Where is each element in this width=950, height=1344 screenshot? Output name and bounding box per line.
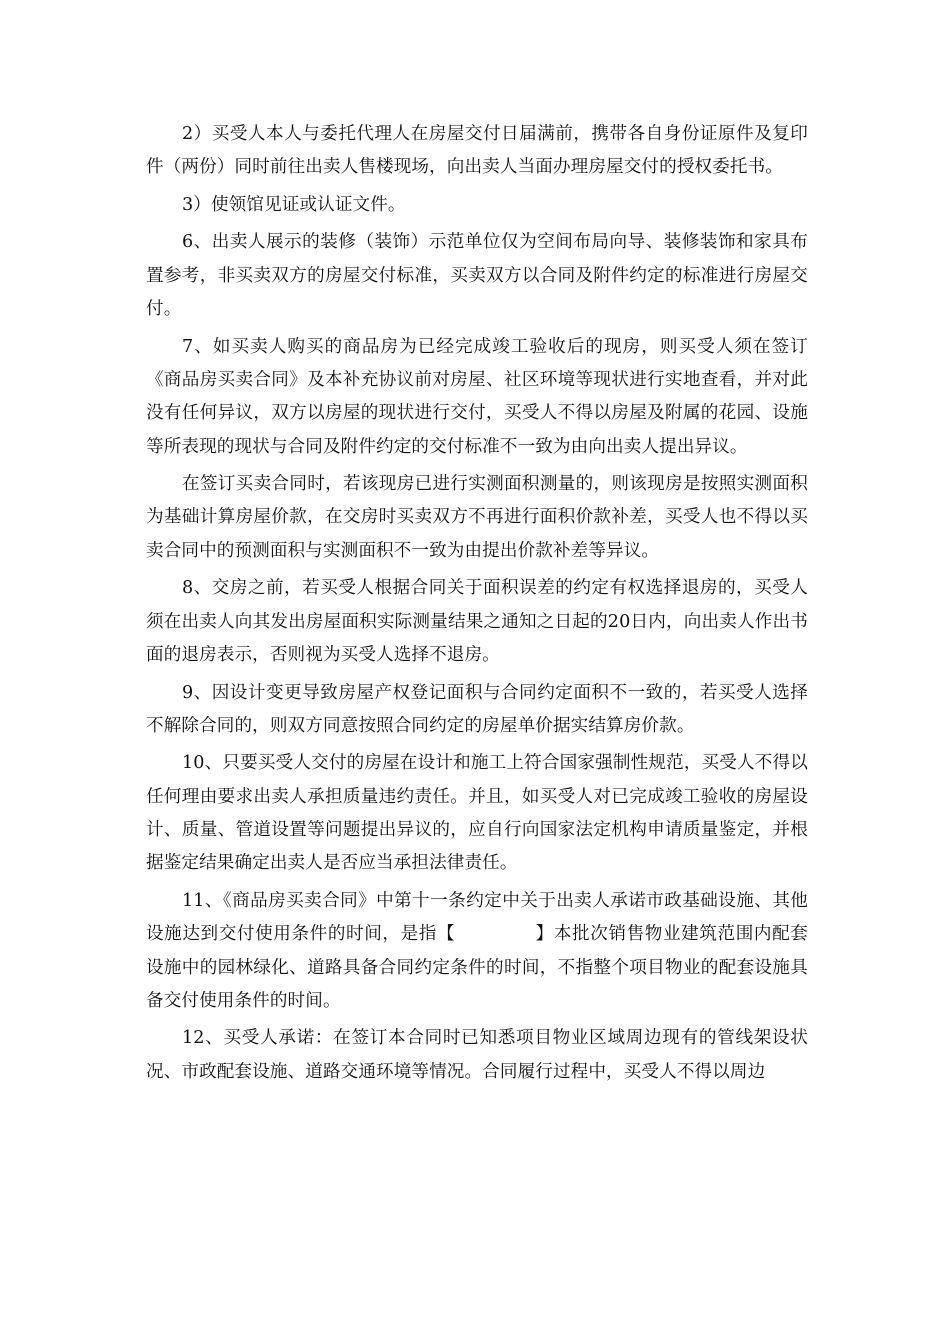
paragraph-clause-7: 7、如买卖人购买的商品房为已经完成竣工验收后的现房，则买受人须在签订《商品房买卖合同》及本补充协议前对房屋、社区环境等现状进行实地查看，并对此没有任何异议，双方以房屋的现状进行交付，买受人不得以房屋及附属的花园、设施等所表现的现状与合同及附件约定的交付标准不一致为由向出卖人提出异议。 <box>146 336 808 457</box>
clause-11-text-after: 】本批次销售物业建筑范围内配套设施中的园林绿化、道路具备合同约定条件的时间，不指整个项目物业的配套设施具备交付使用条件的时间。 <box>146 924 808 1011</box>
paragraph-item-3: 3）使领馆见证或认证文件。 <box>182 194 406 215</box>
paragraph-clause-9: 9、因设计变更导致房屋产权登记面积与合同约定面积不一致的，若买受人选择不解除合同的，则双方同意按照合同约定的房屋单价据实结算房价款。 <box>146 682 808 736</box>
clause-11-text-before: 11、《商品房买卖合同》中第十一条约定中关于出卖人承诺市政基础设施、其他设施达到交付使用条件的时间，是指【 <box>146 890 808 945</box>
paragraph-clause-7-continued: 在签订买卖合同时，若该现房已进行实测面积测量的，则该现房是按照实测面积为基础计算房屋价款，在交房时买卖双方不再进行面积价款补差，买受人也不得以买卖合同中的预测面积与实测面积不一致为由提出价款补差等异议。 <box>146 474 808 561</box>
paragraph-clause-8: 8、交房之前，若买受人根据合同关于面积误差的约定有权选择退房的，买受人须在出卖人向其发出房屋面积实际测量结果之通知之日起的20日内，向出卖人作出书面的退房表示，否则视为买受人选择不退房。 <box>146 578 808 665</box>
paragraph-item-2: 2）买受人本人与委托代理人在房屋交付日届满前，携带各自身份证原件及复印件（两份）同时前往出卖人售楼现场，向出卖人当面办理房屋交付的授权委托书。 <box>146 124 808 178</box>
document-body <box>146 118 808 1093</box>
paragraph-clause-6: 6、出卖人展示的装修（装饰）示范单位仅为空间布局向导、装修装饰和家具布置参考，非买卖双方的房屋交付标准，买卖双方以合同及附件约定的标准进行房屋交付。 <box>146 232 808 320</box>
paragraph-clause-11 <box>146 885 808 1018</box>
paragraph-clause-12: 12、买受人承诺：在签订本合同时已知悉项目物业区域周边现有的管线架设状况、市政配套设施、道路交通环境等情况。合同履行过程中，买受人不得以周边 <box>146 1028 808 1082</box>
paragraph-clause-10: 10、只要买受人交付的房屋在设计和施工上符合国家强制性规范，买受人不得以任何理由要求出卖人承担质量违约责任。并且，如买受人对已完成竣工验收的房屋设计、质量、管道设置等问题提出异议的，应自行向国家法定机构申请质量鉴定，并根据鉴定结果确定出卖人是否应当承担法律责任。 <box>146 753 808 874</box>
